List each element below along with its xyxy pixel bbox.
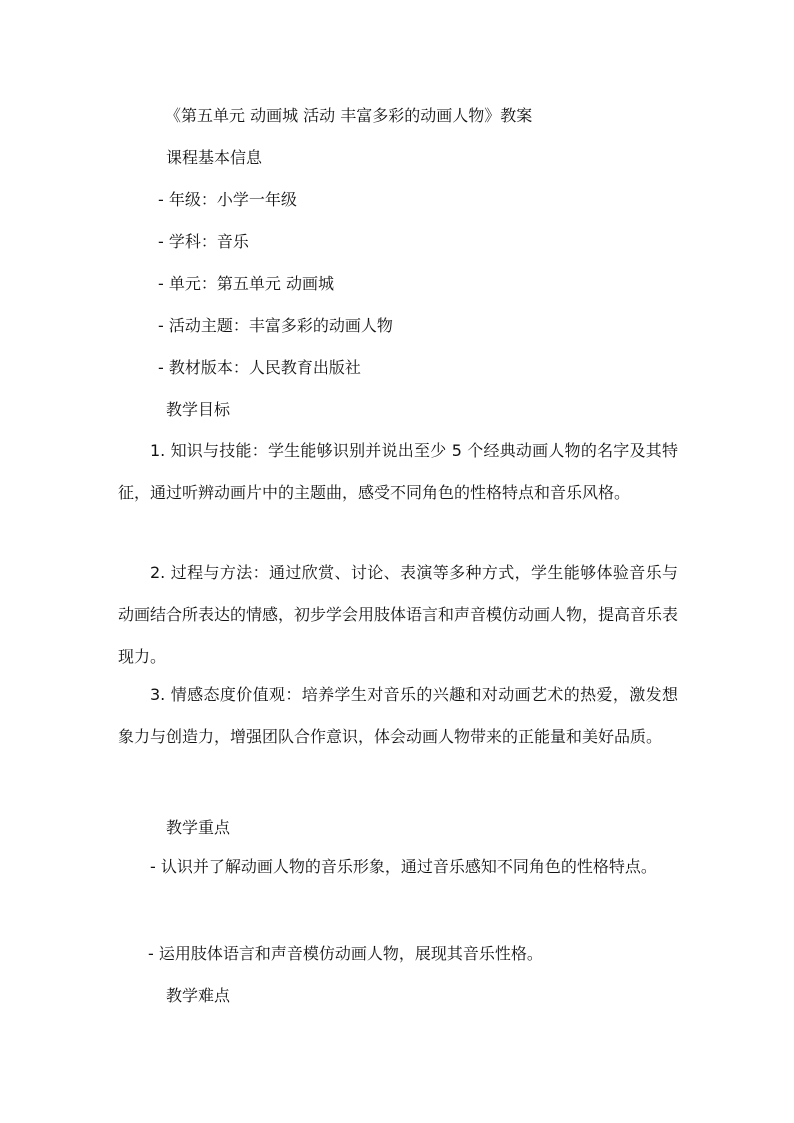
key-point-1: - 认识并了解动画人物的音乐形象，通过音乐感知不同角色的性格特点。 xyxy=(150,857,657,876)
basic-info-edition: - 教材版本：人民教育出版社 xyxy=(158,358,361,377)
goal-attitude-values: 3. 情感态度价值观：培养学生对音乐的兴趣和对动画艺术的热爱，激发想象力与创造力，增强团队合作意识，体会动画人物带来的正能量和美好品质。 xyxy=(118,685,678,746)
section-heading-basic-info: 课程基本信息 xyxy=(166,148,263,167)
section-heading-difficulties: 教学难点 xyxy=(166,986,231,1005)
basic-info-theme: - 活动主题：丰富多彩的动画人物 xyxy=(158,316,393,335)
basic-info-subject: - 学科：音乐 xyxy=(158,232,249,251)
goal-knowledge-skills: 1. 知识与技能：学生能够识别并说出至少 5 个经典动画人物的名字及其特征，通过听辨动画片中的主题曲，感受不同角色的性格特点和音乐风格。 xyxy=(118,441,678,502)
goal-process-methods: 2. 过程与方法：通过欣赏、讨论、表演等多种方式，学生能够体验音乐与动画结合所表达的情感，初步学会用肢体语言和声音模仿动画人物，提高音乐表现力。 xyxy=(118,563,679,666)
document-title: 《第五单元 动画城 活动 丰富多彩的动画人物》教案 xyxy=(165,106,533,125)
section-heading-key-points: 教学重点 xyxy=(166,818,231,837)
section-heading-goals: 教学目标 xyxy=(166,400,231,419)
key-point-2: - 运用肢体语言和声音模仿动画人物，展现其音乐性格。 xyxy=(148,944,543,963)
basic-info-unit: - 单元：第五单元 动画城 xyxy=(158,274,334,293)
basic-info-grade: - 年级：小学一年级 xyxy=(158,190,297,209)
